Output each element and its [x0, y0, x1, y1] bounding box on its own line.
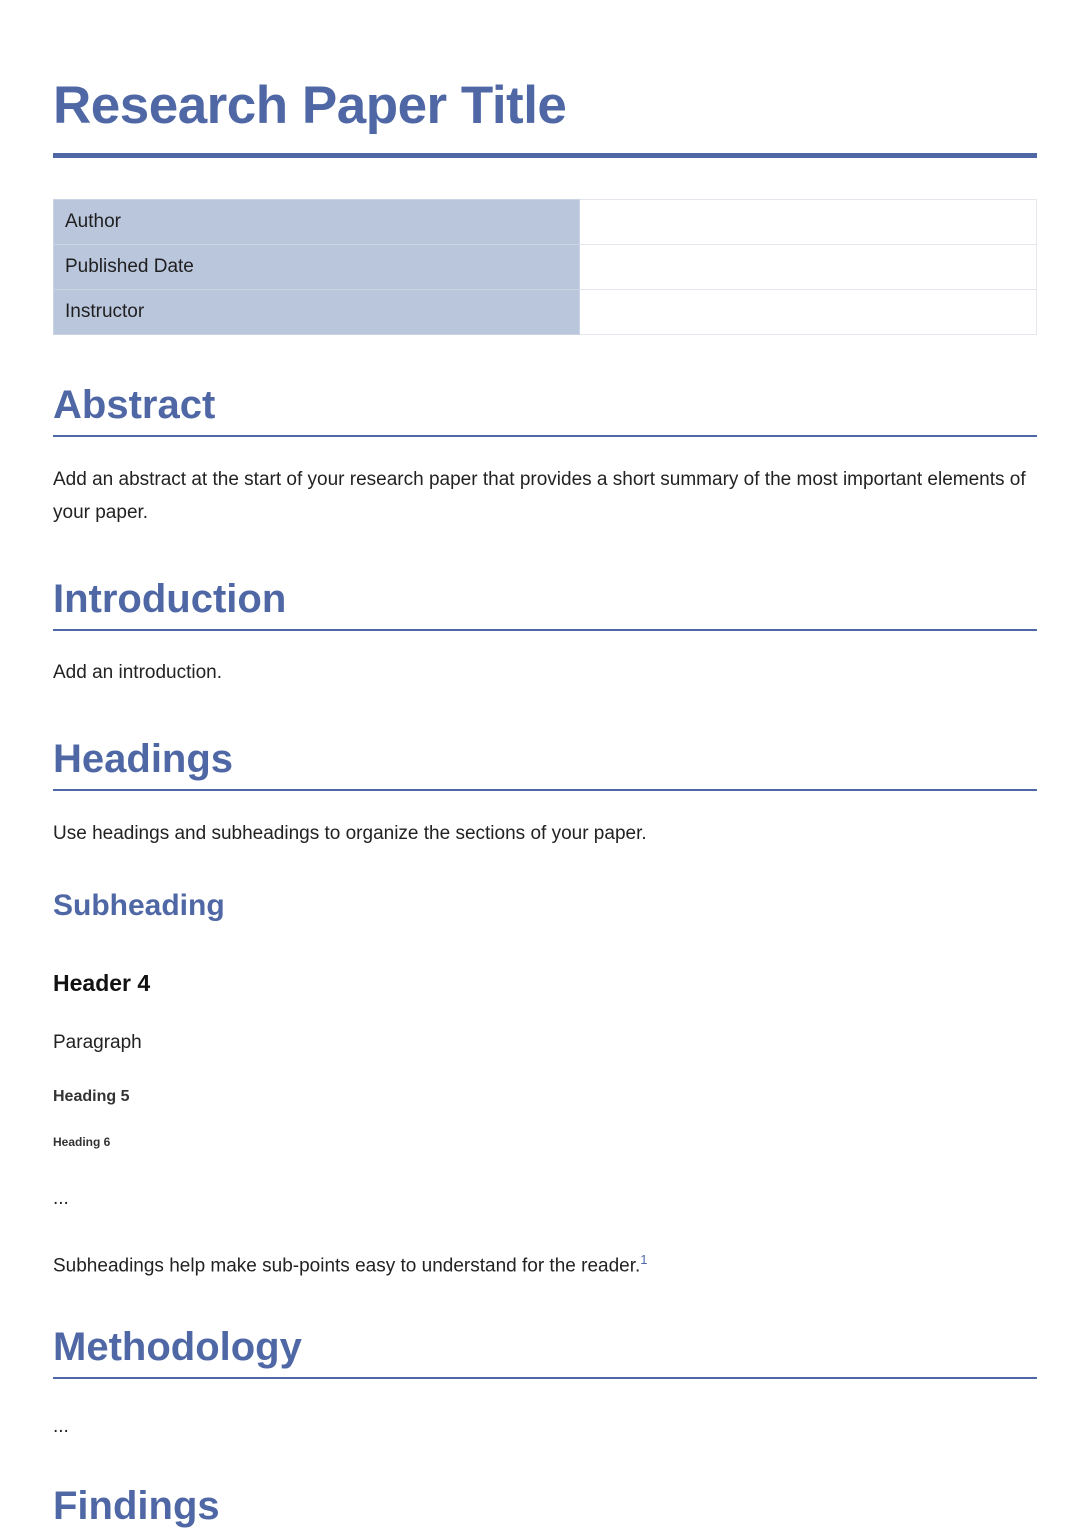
findings-heading: Findings	[53, 1484, 220, 1528]
heading-6: Heading 6	[53, 1135, 111, 1149]
ellipsis-text: ...	[53, 1188, 69, 1209]
title-rule	[53, 153, 1037, 158]
headings-heading: Headings	[53, 735, 1037, 791]
abstract-heading: Abstract	[53, 381, 1037, 437]
table-row	[54, 200, 1037, 245]
instructor-label: Instructor	[54, 290, 580, 335]
page-title: Research Paper Title	[53, 76, 567, 135]
table-row	[54, 245, 1037, 290]
introduction-body: Add an introduction.	[53, 662, 223, 683]
instructor-value[interactable]	[580, 290, 1037, 335]
header-4: Header 4	[53, 970, 151, 996]
subheading: Subheading	[53, 889, 225, 922]
headings-body: Use headings and subheadings to organize the sections of your paper.	[53, 823, 647, 844]
subheadings-note	[53, 1243, 1037, 1282]
subheadings-note-text: Subheadings help make sub-points easy to understand for the reader.	[53, 1255, 641, 1277]
abstract-body: Add an abstract at the start of your research paper that provides a short summary of the most important elements of your paper.	[53, 469, 1026, 523]
author-value[interactable]	[580, 200, 1037, 245]
introduction-heading: Introduction	[53, 575, 1037, 631]
footnote-marker[interactable]: 1	[640, 1252, 648, 1267]
methodology-body: ...	[53, 1416, 69, 1437]
table-row	[54, 290, 1037, 335]
author-label: Author	[54, 200, 580, 245]
paragraph-sample: Paragraph	[53, 1032, 142, 1053]
heading-5: Heading 5	[53, 1088, 130, 1105]
published-date-value[interactable]	[580, 245, 1037, 290]
metadata-table	[53, 199, 1037, 335]
published-date-label: Published Date	[54, 245, 580, 290]
methodology-heading: Methodology	[53, 1323, 1037, 1379]
